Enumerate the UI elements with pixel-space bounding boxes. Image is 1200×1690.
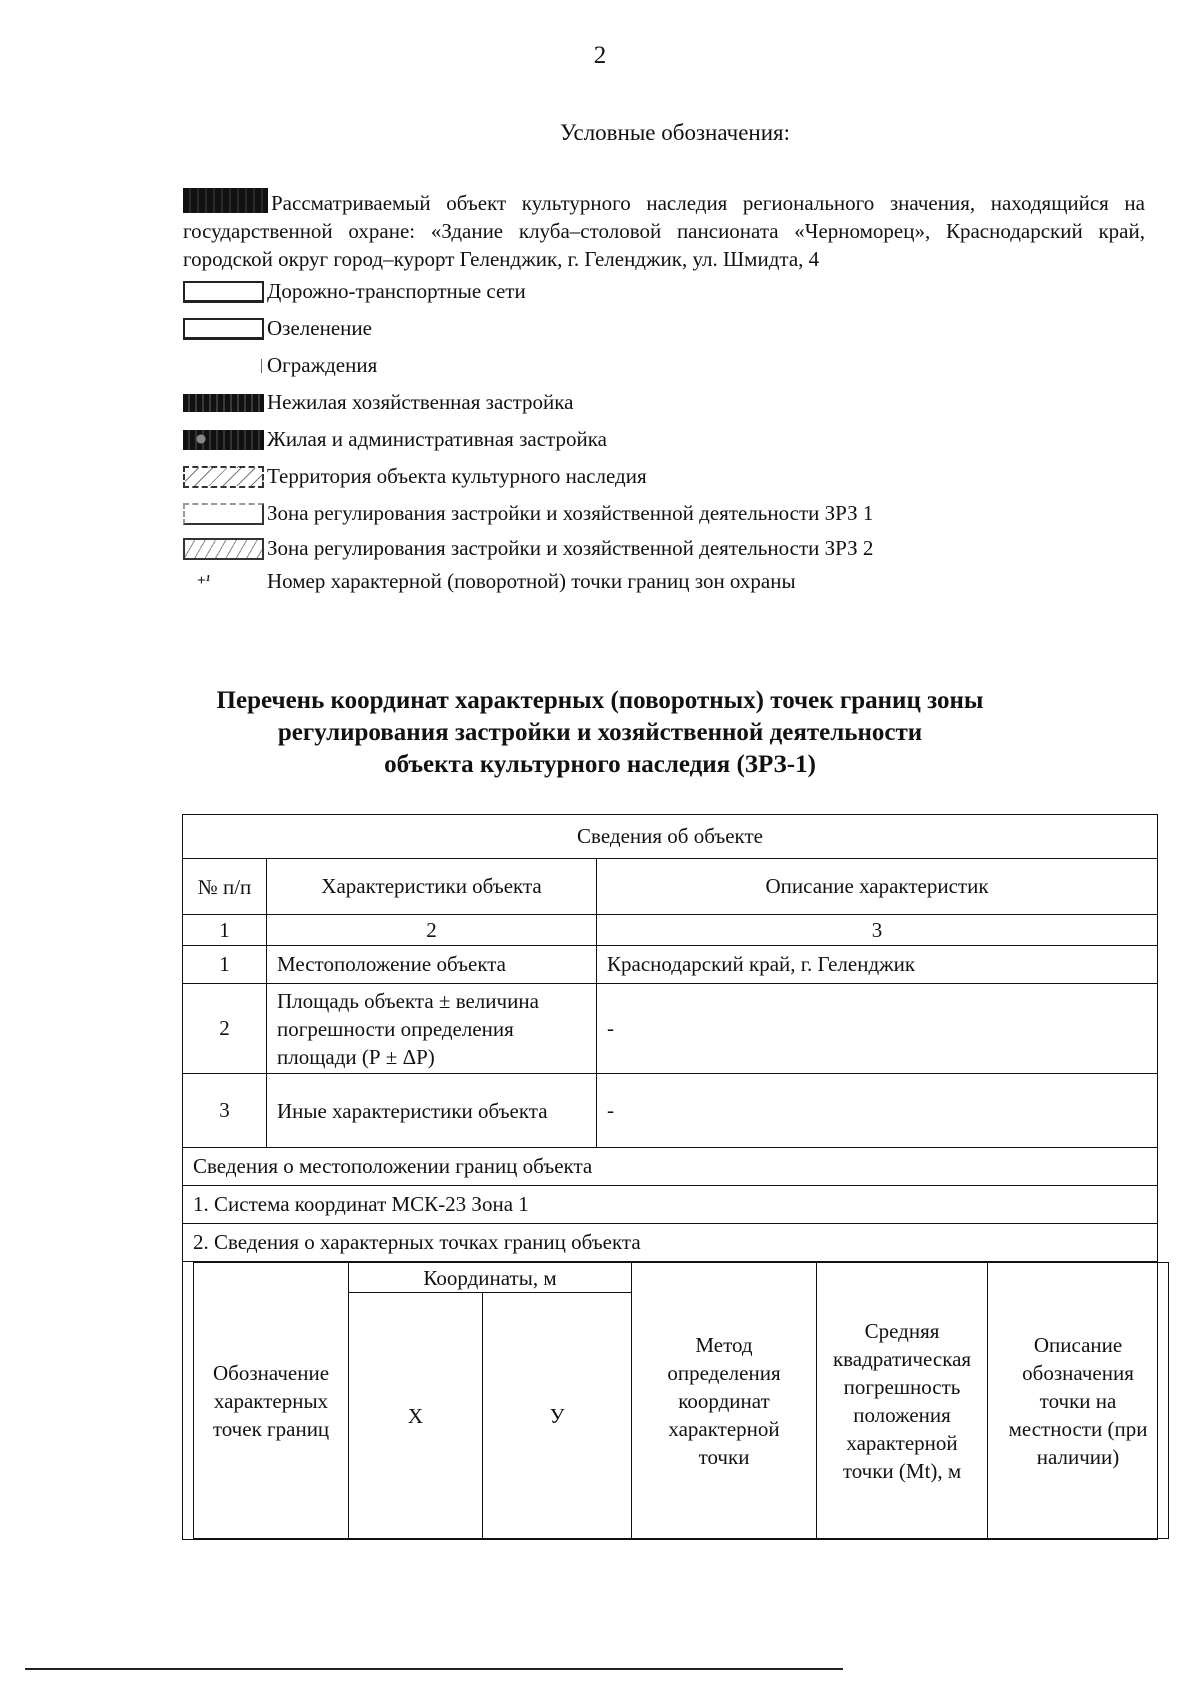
legend-item-road: [183, 273, 1145, 310]
legend-item-territory: [183, 458, 1145, 495]
row-description: Краснодарский край, г. Геленджик: [597, 946, 1158, 984]
residential-building-swatch-icon: [183, 430, 264, 450]
road-network-swatch-icon: [183, 281, 264, 303]
greenery-swatch-icon: [183, 318, 264, 340]
legend-item-label: Жилая и административная застройка: [267, 427, 607, 451]
table-row: [183, 946, 1158, 984]
points-table: [193, 1262, 1169, 1539]
heritage-territory-swatch-icon: [183, 466, 264, 488]
legend-item-label: Номер характерной (поворотной) точки границ зон охраны: [267, 569, 796, 593]
legend: [183, 188, 1145, 598]
page-number: 2: [593, 42, 607, 69]
legend-item-label: Рассматриваемый объект культурного наследия регионального значения, находящийся на государственной охране: «Здание клуба–столовой пансионата «Черноморец», Краснодарский край, городской округ город–курорт Геленджик, г. Геленджик, ул. Шмидта, 4: [183, 191, 1145, 271]
points-col-coords: Координаты, м: [349, 1263, 632, 1293]
legend-item-label: Зона регулирования застройки и хозяйственной деятельности ЗРЗ 1: [267, 501, 874, 525]
column-header-characteristics: Характеристики объекта: [267, 859, 597, 915]
column-header-number: № п/п: [183, 859, 267, 915]
section-title-line: объекта культурного наследия (ЗРЗ-1): [384, 751, 816, 778]
points-table-cell: [183, 1262, 1158, 1540]
legend-item-label: Дорожно-транспортные сети: [267, 279, 526, 303]
column-header-description: Описание характеристик: [597, 859, 1158, 915]
table-header: Сведения об объекте: [183, 815, 1158, 859]
row-characteristic: Иные характеристики объекта: [267, 1074, 597, 1148]
row-number: 3: [183, 1074, 267, 1148]
legend-item-residential: [183, 421, 1145, 458]
fence-swatch-icon: [183, 355, 264, 377]
legend-item-zrz2: [183, 532, 1145, 565]
location-header: Сведения о местоположении границ объекта: [183, 1148, 1158, 1186]
points-col-x: Х: [349, 1293, 483, 1539]
section-title-line: Перечень координат характерных (поворотных) точек границ зоны: [216, 687, 984, 714]
legend-item-label: Территория объекта культурного наследия: [267, 464, 647, 488]
zrz2-zone-swatch-icon: [183, 538, 264, 560]
nonresidential-building-swatch-icon: [183, 394, 264, 412]
coordinate-system: 1. Система координат МСК-23 Зона 1: [183, 1186, 1158, 1224]
footer-divider: [25, 1668, 843, 1670]
legend-title: Условные обозначения:: [559, 120, 791, 145]
column-number: 2: [267, 915, 597, 946]
section-title-line: регулирования застройки и хозяйственной деятельности: [277, 719, 923, 746]
section-title: [0, 685, 1200, 781]
points-col-description: Описание обозначения точки на местности (при наличии): [988, 1263, 1169, 1539]
row-characteristic: Местоположение объекта: [267, 946, 597, 984]
row-characteristic: Площадь объекта ± величина погрешности определения площади (Р ± ΔР): [267, 984, 597, 1074]
heritage-object-swatch-icon: [183, 188, 268, 213]
points-col-designation: Обозначение характерных точек границ: [194, 1263, 349, 1539]
points-col-error: Средняя квадратическая погрешность положения характерной точки (Mt), м: [817, 1263, 988, 1539]
column-number: 1: [183, 915, 267, 946]
row-description: -: [597, 984, 1158, 1074]
legend-item-label: Нежилая хозяйственная застройка: [267, 390, 574, 414]
point-marker-icon: +¹: [197, 573, 211, 589]
legend-item-fence: [183, 347, 1145, 384]
object-info-table: [182, 814, 1158, 1540]
legend-item-label: Ограждения: [267, 353, 378, 377]
points-col-method: Метод определения координат характерной точки: [632, 1263, 817, 1539]
points-col-y: У: [483, 1293, 632, 1539]
legend-item-zrz1: [183, 495, 1145, 532]
column-number: 3: [597, 915, 1158, 946]
table-row: [183, 1074, 1158, 1148]
row-number: 1: [183, 946, 267, 984]
table-row: [183, 984, 1158, 1074]
legend-item-label: Озеленение: [267, 316, 372, 340]
points-header: 2. Сведения о характерных точках границ объекта: [183, 1224, 1158, 1262]
row-description: -: [597, 1074, 1158, 1148]
zrz1-zone-swatch-icon: [183, 503, 264, 525]
legend-item-label: Зона регулирования застройки и хозяйственной деятельности ЗРЗ 2: [267, 536, 874, 560]
row-number: 2: [183, 984, 267, 1074]
legend-item-point-number: [183, 565, 1145, 598]
legend-item-heritage-object: [183, 188, 1145, 273]
legend-item-greenery: [183, 310, 1145, 347]
legend-item-nonresidential: [183, 384, 1145, 421]
